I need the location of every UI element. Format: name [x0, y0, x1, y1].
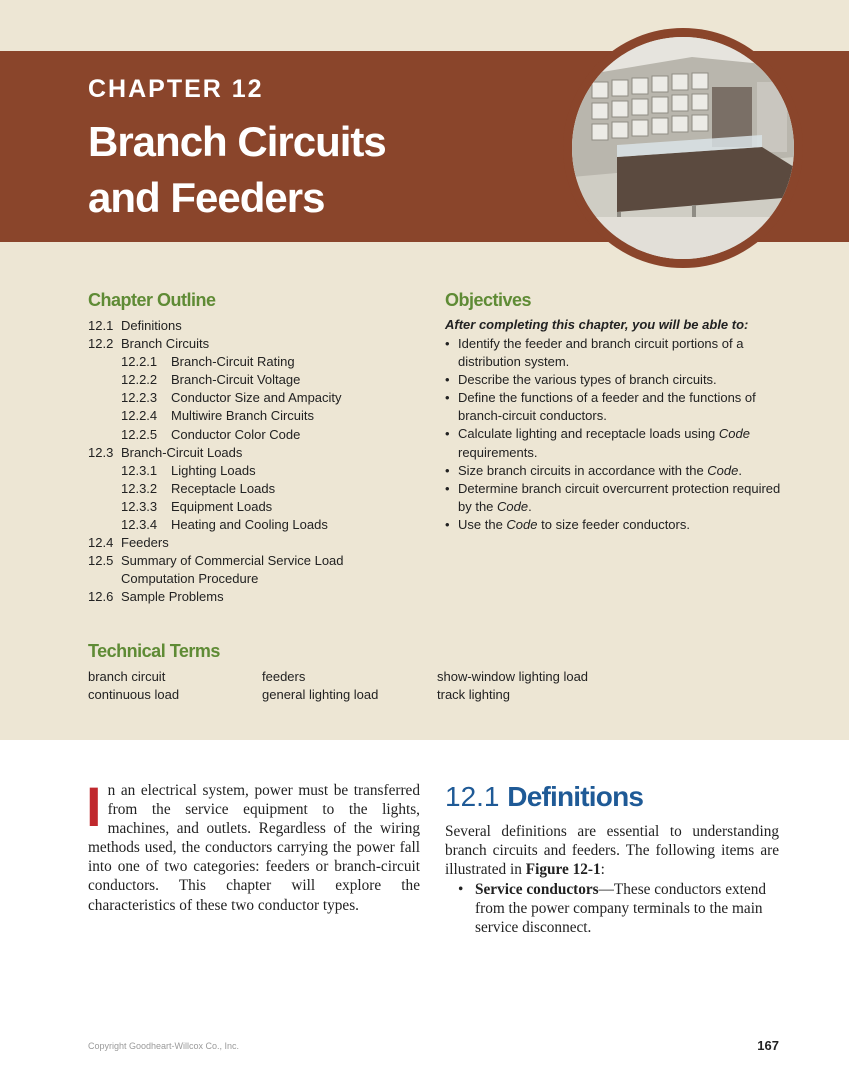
bullet-icon: •: [458, 881, 464, 898]
definition-text: —These conductors extend from the power company terminals to the main service disconnect.: [475, 881, 766, 937]
objectives-heading: Objectives: [445, 290, 532, 310]
chapter-outline-heading: Chapter Outline: [88, 290, 216, 310]
outline-item[interactable]: 12.2.4 Multiwire Branch Circuits: [121, 408, 315, 424]
outline-item[interactable]: 12.3 Branch-Circuit Loads: [88, 444, 243, 460]
drop-cap: I: [86, 775, 102, 838]
objective-item: • Determine branch circuit overcurrent protection required by the Code.: [445, 480, 795, 516]
outline-item[interactable]: 12.3.1 Lighting Loads: [121, 462, 256, 478]
outline-item[interactable]: 12.3.4 Heating and Cooling Loads: [121, 517, 328, 533]
store-display-illustration: [572, 37, 794, 259]
outline-item[interactable]: 12.2.3 Conductor Size and Ampacity: [121, 390, 342, 406]
figure-reference[interactable]: Figure 12-1: [525, 861, 601, 879]
term-item: branch circuit: [88, 669, 166, 684]
term-item: continuous load: [88, 687, 180, 703]
chapter-label: CHAPTER 12: [88, 75, 264, 103]
copyright-footer: Copyright Goodheart-Willcox Co., Inc.: [88, 1041, 240, 1051]
intro-paragraph: [86, 775, 420, 915]
outline-item[interactable]: 12.2.5 Conductor Color Code: [121, 426, 301, 442]
objective-item: • Calculate lighting and receptacle loads using Code requirements.: [445, 425, 795, 461]
section-heading: [445, 781, 643, 813]
chapter-outline-list: [88, 317, 344, 607]
term-item: feeders: [262, 669, 306, 684]
objective-item: • Describe the various types of branch circuits.: [445, 371, 795, 389]
objective-item: • Define the functions of a feeder and the functions of branch-circuit conductors.: [445, 389, 795, 425]
terms-column-1: [88, 668, 179, 704]
chapter-title-line1: Branch Circuits: [88, 118, 386, 165]
outline-item[interactable]: 12.3.3 Equipment Loads: [121, 498, 273, 514]
chapter-title: [88, 114, 386, 226]
chapter-title-line2: and Feeders: [88, 174, 325, 221]
outline-item[interactable]: 12.2 Branch Circuits: [88, 336, 210, 352]
term-item: show-window lighting load: [437, 669, 589, 684]
outline-item[interactable]: 12.3.2 Receptacle Loads: [121, 480, 276, 496]
objectives-intro: After completing this chapter, you will be able to:: [445, 317, 749, 332]
term-item: track lighting: [437, 687, 510, 703]
outline-item[interactable]: 12.1 Definitions: [88, 318, 182, 333]
objectives-list: [445, 335, 795, 534]
section-title: Definitions: [507, 781, 644, 812]
definitions-paragraph: Several definitions are essential to understanding branch circuits and feeders. The following items are illustrated in Figure 12-1:: [445, 823, 779, 879]
definition-bullet: [458, 880, 780, 937]
objective-item: • Identify the feeder and branch circuit portions of a distribution system.: [445, 335, 795, 371]
intro-text: n an electrical system, power must be transferred from the service equipment to the lights, machines, and outlets. Regardless of the wiring methods used, the conductors carrying the power fall into one of two categories: feeders or branch-circuit conductors. This chapter will explore the characteristics of these two conductor types.: [88, 782, 420, 914]
objective-item: • Use the Code to size feeder conductors.: [445, 516, 795, 534]
term-item: general lighting load: [262, 687, 379, 703]
outline-item[interactable]: 12.6 Sample Problems: [88, 589, 224, 605]
definition-term: Service conductors: [475, 881, 599, 898]
outline-item[interactable]: 12.2.2 Branch-Circuit Voltage: [121, 372, 301, 388]
section-number: 12.1: [445, 781, 500, 812]
store-display-photo: [572, 37, 794, 259]
objective-item: • Size branch circuits in accordance with the Code.: [445, 462, 795, 480]
terms-column-2: [262, 668, 378, 704]
outline-item-continuation: Computation Procedure: [121, 571, 259, 587]
page-number: 167: [757, 1038, 779, 1053]
technical-terms-heading: Technical Terms: [88, 641, 220, 661]
outline-item[interactable]: 12.5 Summary of Commercial Service Load: [88, 553, 344, 569]
outline-item[interactable]: 12.2.1 Branch-Circuit Rating: [121, 354, 295, 370]
outline-item[interactable]: 12.4 Feeders: [88, 535, 169, 551]
terms-column-3: [437, 668, 588, 704]
